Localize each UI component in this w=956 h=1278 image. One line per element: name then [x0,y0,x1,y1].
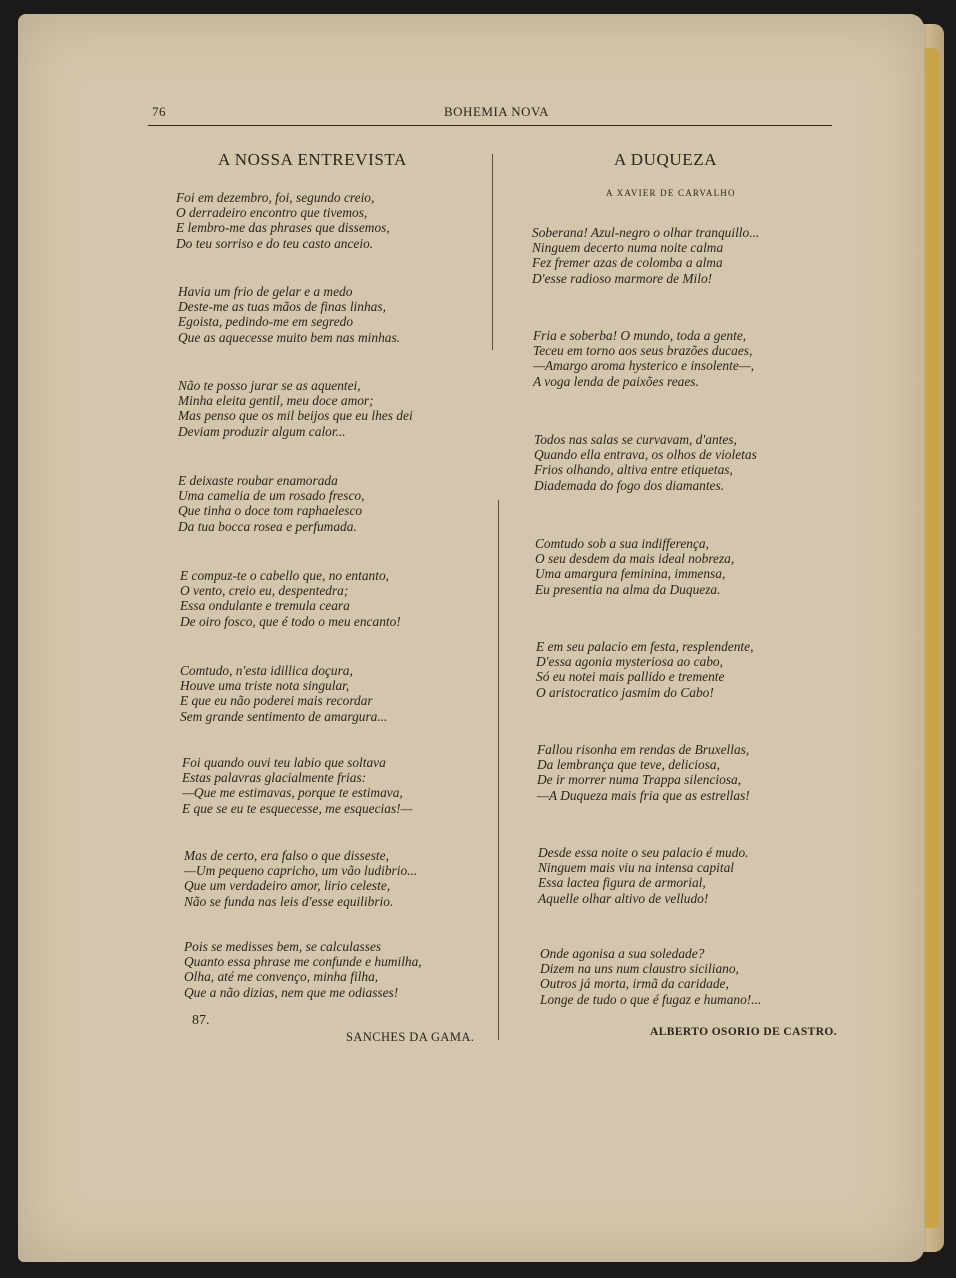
verse-line: Teceu em torno aos seus brazões ducaes, [533,343,753,359]
verse-line: E que eu não poderei mais recordar [180,693,373,709]
verse-line: Que a não dizias, nem que me odiasses! [184,984,399,1000]
verse-line: Quanto essa phrase me confunde e humilha, [184,954,422,970]
verse-line: O vento, creio eu, despentedra; [180,583,349,599]
right-poem-dedication: A XAVIER DE CARVALHO [606,188,736,198]
verse-line: Mas penso que os mil beijos que eu lhes dei [178,408,413,424]
verse-line: A voga lenda de paixões reaes. [533,373,699,389]
verse-line: —Amargo aroma hysterico e insolente—, [533,358,755,374]
verse-line: Da tua bocca rosea e perfumada. [178,518,357,534]
verse-line: D'esse radioso marmore de Milo! [532,270,713,286]
left-stanza-2 [178,284,400,345]
verse-line: Mas de certo, era falso o que disseste, [184,848,389,863]
left-stanza-3 [178,378,413,439]
right-poem-title: A DUQUEZA [614,150,718,169]
verse-line: Pois se medisses bem, se calculasses [184,939,382,954]
verse-line: Que um verdadeiro amor, lirio celeste, [184,878,391,894]
verse-line: Olha, até me convenço, minha filha, [184,969,379,985]
verse-line: Essa ondulante e tremula ceara [180,598,350,614]
left-poem-title: A NOSSA ENTREVISTA [218,150,407,169]
left-stanza-5 [180,568,401,629]
verse-line: Havia um frio de gelar e a medo [178,284,353,299]
left-stanza-7 [182,755,413,816]
verse-line: Houve uma triste nota singular, [180,678,350,694]
verse-line: —Um pequeno capricho, um vão ludibrio... [184,863,418,879]
verse-line: O aristocratico jasmim do Cabo! [536,684,714,700]
verse-line: O derradeiro encontro que tivemos, [176,205,368,221]
right-stanza-4 [535,536,734,597]
verse-line: Outros já morta, irmã da caridade, [540,976,729,992]
verse-line: Fallou risonha em rendas de Bruxellas, [537,742,750,757]
page-number: 76 [152,104,166,119]
right-stanza-6 [537,742,750,803]
verse-line: Uma camelia de um rosado fresco, [178,488,365,504]
verse-line: Desde essa noite o seu palacio é mudo. [538,845,749,860]
verse-line: E que se eu te esquecesse, me esquecias!— [182,800,413,816]
verse-line: O seu desdem da mais ideal nobreza, [535,551,735,567]
verse-line: Ninguem decerto numa noite calma [532,240,724,256]
verse-line: Frios olhando, altiva entre etiquetas, [534,462,733,478]
verse-line: Longe de tudo o que é fugaz e humano!... [540,991,762,1007]
verse-line: —Que me estimavas, porque te estimava, [182,785,403,801]
verse-line: Ninguem mais viu na intensa capital [538,860,735,876]
verse-line: Aquelle olhar altivo de velludo! [538,890,709,906]
verse-line: Quando ella entrava, os olhos de violetas [534,447,757,463]
right-stanza-3 [534,432,757,493]
journal-title: BOHEMIA NOVA [444,104,550,119]
verse-line: Eu presentia na alma da Duqueza. [535,581,721,597]
poem-number: 87. [192,1013,210,1028]
left-stanza-4 [178,473,364,534]
left-stanza-9 [184,939,422,1000]
verse-line: E deixaste roubar enamorada [178,473,338,488]
verse-line: Foi quando ouvi teu labio que soltava [182,755,386,770]
header-rule [148,125,832,126]
verse-line: Deste-me as tuas mãos de finas linhas, [178,299,386,315]
left-stanza-6 [180,663,387,724]
verse-line: De ir morrer numa Trappa silenciosa, [537,772,742,788]
verse-line: Que tinha o doce tom raphaelesco [178,503,363,519]
column-divider-top [492,154,493,350]
binding-tab [925,48,939,1228]
right-stanza-5 [536,639,753,700]
verse-line: Diademada do fogo dos diamantes. [534,477,725,493]
verse-line: Da lembrança que teve, deliciosa, [537,757,720,773]
verse-line: Comtudo, n'esta idillica doçura, [180,663,353,678]
verse-line: Foi em dezembro, foi, segundo creio, [176,190,375,205]
verse-line: Sem grande sentimento de amargura... [180,708,388,724]
verse-line: E lembro-me das phrases que dissemos, [176,220,390,236]
verse-line: Dizem na uns num claustro siciliano, [540,961,739,977]
paper-sheet [18,14,924,1262]
verse-line: De oiro fosco, que é todo o meu encanto! [180,613,401,629]
right-stanza-2 [533,328,754,389]
verse-line: Só eu notei mais pallido e tremente [536,669,725,685]
verse-line: D'essa agonia mysteriosa ao cabo, [536,654,723,670]
left-stanza-1 [176,190,390,251]
verse-line: Comtudo sob a sua indifferença, [535,536,709,551]
verse-line: Estas palavras glacialmente frias: [182,770,367,786]
verse-line: Soberana! Azul-negro o olhar tranquillo... [532,225,760,240]
right-stanza-8 [540,946,761,1007]
right-stanza-7 [538,845,749,906]
left-stanza-8 [184,848,417,909]
verse-line: Fez fremer azas de colomba a alma [532,255,723,271]
verse-line: Não te posso jurar se as aquentei, [178,378,361,393]
verse-line: Uma amargura feminina, immensa, [535,566,726,582]
verse-line: Do teu sorriso e do teu casto anceio. [176,235,374,251]
column-divider-bottom [498,500,499,1040]
verse-line: Onde agonisa a sua soledade? [540,946,705,961]
verse-line: Essa lactea figura de armorial, [538,875,706,891]
verse-line: Não se funda nas leis d'esse equilibrio. [184,893,394,909]
verse-line: —A Duqueza mais fria que as estrellas! [537,787,750,803]
verse-line: Todos nas salas se curvavam, d'antes, [534,432,737,447]
verse-line: Que as aquecesse muito bem nas minhas. [178,329,401,345]
verse-line: Deviam produzir algum calor... [178,423,346,439]
verse-line: E em seu palacio em festa, resplendente, [536,639,754,654]
verse-line: Egoista, pedindo-me em segredo [178,314,354,330]
verse-line: Minha eleita gentil, meu doce amor; [178,393,374,409]
left-poem-signature: SANCHES DA GAMA. [346,1030,475,1044]
right-poem-signature: ALBERTO OSORIO DE CASTRO. [650,1026,838,1038]
verse-line: Fria e soberba! O mundo, toda a gente, [533,328,747,343]
right-stanza-1 [532,225,759,286]
verse-line: E compuz-te o cabello que, no entanto, [180,568,389,583]
